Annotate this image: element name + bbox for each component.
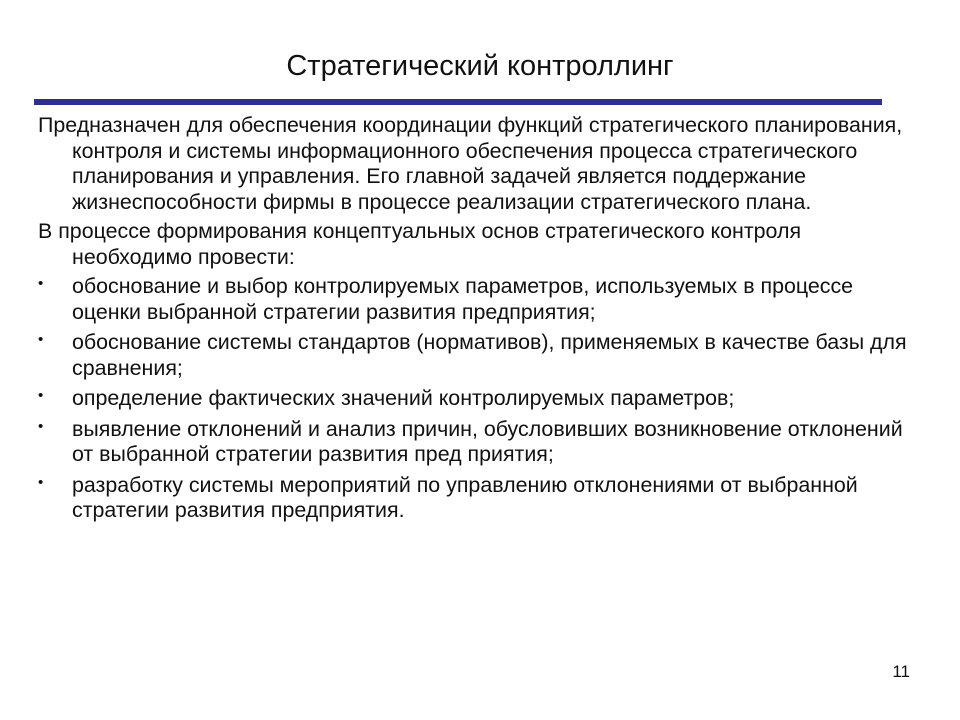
page-number: 11 bbox=[892, 662, 910, 681]
bullet-icon: • bbox=[38, 417, 44, 435]
bullet-icon: • bbox=[38, 473, 44, 491]
slide-body bbox=[38, 113, 918, 529]
bullet-text: обоснование и выбор контролируемых параметров, используемых в процессе оценки выбранной стратегии развития предприятия; bbox=[72, 274, 854, 324]
bullet-text: выявление отклонений и анализ причин, обусловивших возникновение отклонений от выбранной стратегии развития пред приятия; bbox=[72, 416, 903, 466]
slide-title: Стратегический контроллинг bbox=[286, 50, 674, 82]
bullet-text: определение фактических значений контролируемых параметров; bbox=[72, 386, 735, 410]
bullet-icon: • bbox=[38, 331, 44, 348]
title-divider bbox=[34, 99, 882, 105]
bullet-text: разработку системы мероприятий по управлению отклонениями от выбранной стратегии развития предприятия. bbox=[72, 472, 858, 522]
bullet-item bbox=[38, 417, 918, 468]
intro-paragraph: Предназначен для обеспечения координации функций стратегического планирования, контроля и системы информационного обеспечения процесса стратегического планирования и управления. Его главной задачей является поддержание жизнеспособности фирмы в процессе реализации стратегического плана. bbox=[38, 113, 903, 214]
bullet-icon: • bbox=[38, 275, 44, 292]
bullet-list bbox=[38, 274, 918, 524]
bullet-item bbox=[38, 473, 918, 524]
bullet-icon: • bbox=[38, 387, 44, 404]
bullet-text: обоснование системы стандартов (нормативов), применяемых в качестве базы для сравнения; bbox=[72, 330, 907, 380]
bullet-item bbox=[38, 330, 918, 381]
bullet-item bbox=[38, 386, 918, 412]
lead-in-paragraph: В процессе формирования концептуальных основ стратегического контроля необходимо провести: bbox=[38, 219, 802, 269]
bullet-item bbox=[38, 274, 918, 325]
